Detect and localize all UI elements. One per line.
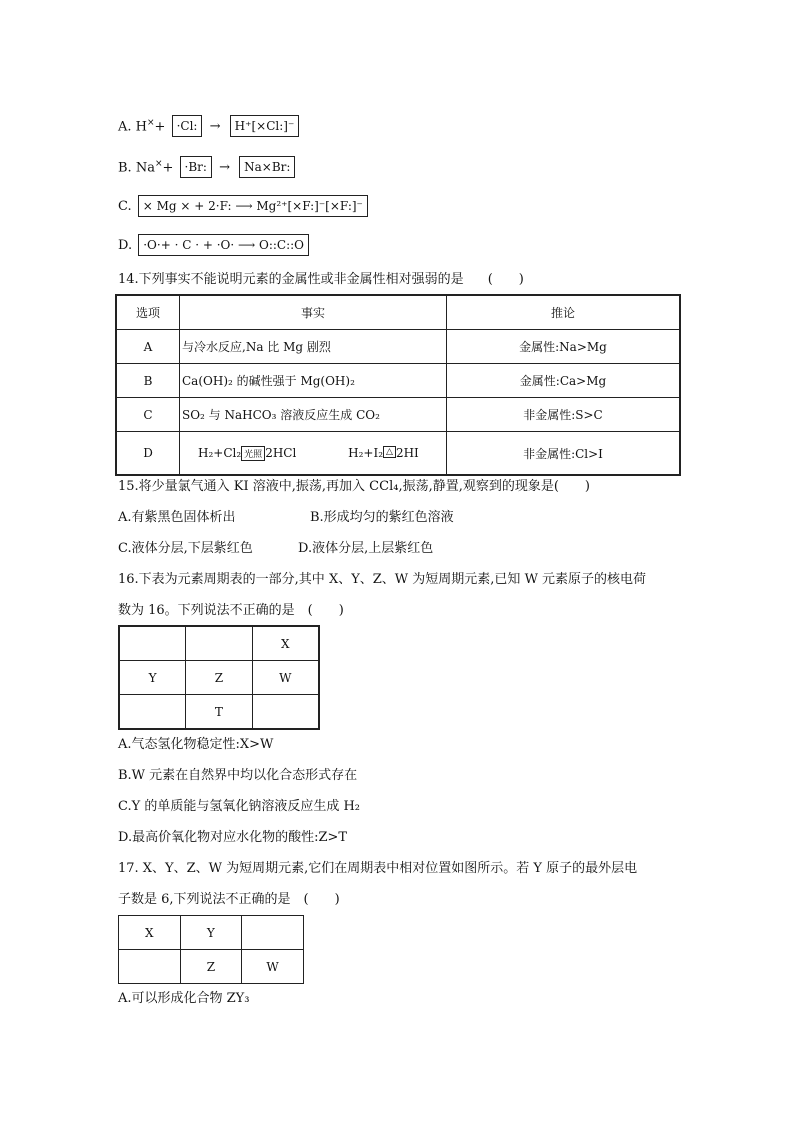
- q16-stem-1: 16.下表为元素周期表的一部分,其中 X、Y、Z、W 为短周期元素,已知 W 元素原子的核电荷: [118, 572, 647, 587]
- q17-option-a: A.可以形成化合物 ZY₃: [118, 991, 250, 1006]
- q16-option-a: A.气态氢化物稳定性:X>W: [118, 737, 274, 752]
- q16-stem-2: 数为 16。下列说法不正确的是 ( ): [118, 603, 344, 618]
- q15-option-ab: A.有紫黑色固体析出 B.形成均匀的紫红色溶液: [118, 510, 454, 525]
- q14-stem: 14.下列事实不能说明元素的金属性或非金属性相对强弱的是 ( ): [118, 272, 524, 287]
- q17-stem-1: 17. X、Y、Z、W 为短周期元素,它们在周期表中相对位置如图所示。若 Y 原子的最外层电: [118, 861, 638, 876]
- table-row: C SO₂ 与 NaHCO₃ 溶液反应生成 CO₂ 非金属性:S>C: [116, 398, 680, 432]
- q13-option-d: D. ·O·+ · C · + ·O· ⟶ O::C::O: [118, 234, 309, 256]
- q13-b-product: Na×Br:: [239, 156, 295, 178]
- q13-c-formula: × Mg × + 2·F: ⟶ Mg²⁺[×F:]⁻[×F:]⁻: [138, 195, 368, 217]
- table-row: A 与冷水反应,Na 比 Mg 剧烈 金属性:Na>Mg: [116, 330, 680, 364]
- q13-option-c: C. × Mg × + 2·F: ⟶ Mg²⁺[×F:]⁻[×F:]⁻: [118, 195, 368, 217]
- table-header-row: 选项 事实 推论: [116, 295, 680, 330]
- q17-grid: X Y Z W: [118, 915, 304, 984]
- q13-d-formula: ·O·+ · C · + ·O· ⟶ O::C::O: [138, 234, 309, 256]
- q14-table: [115, 294, 681, 476]
- reaction-hcl: H₂+Cl₂ 光照 2HCl: [198, 445, 297, 460]
- q16-option-d: D.最高价氧化物对应水化物的酸性:Z>T: [118, 830, 348, 845]
- table-row: D H₂+Cl₂ 光照 2HCl H₂+I₂ △ 2HI 非金属性:Cl>I: [116, 432, 680, 476]
- q13-a-reactant: ·Cl:: [172, 115, 203, 137]
- q17-stem-2: 子数是 6,下列说法不正确的是 ( ): [118, 892, 340, 907]
- q13-option-b: B. Na×+ ·Br: → Na×Br:: [118, 155, 295, 178]
- q13-a-product: H⁺[×Cl:]⁻: [230, 115, 300, 137]
- q16-option-b: B.W 元素在自然界中均以化合态形式存在: [118, 768, 358, 783]
- q16-grid: X Y Z W T: [118, 625, 320, 730]
- q13-option-a: A. H×+ ·Cl: → H⁺[×Cl:]⁻: [118, 114, 299, 137]
- q16-option-c: C.Y 的单质能与氢氧化钠溶液反应生成 H₂: [118, 799, 361, 814]
- table-row: B Ca(OH)₂ 的碱性强于 Mg(OH)₂ 金属性:Ca>Mg: [116, 364, 680, 398]
- q15-stem: 15.将少量氯气通入 KI 溶液中,振荡,再加入 CCl₄,振荡,静置,观察到的现象是( ): [118, 479, 590, 494]
- q13-b-reactant: ·Br:: [180, 156, 212, 178]
- reaction-hi: H₂+I₂ △ 2HI: [348, 445, 419, 460]
- q15-option-cd: C.液体分层,下层紫红色 D.液体分层,上层紫红色: [118, 541, 434, 556]
